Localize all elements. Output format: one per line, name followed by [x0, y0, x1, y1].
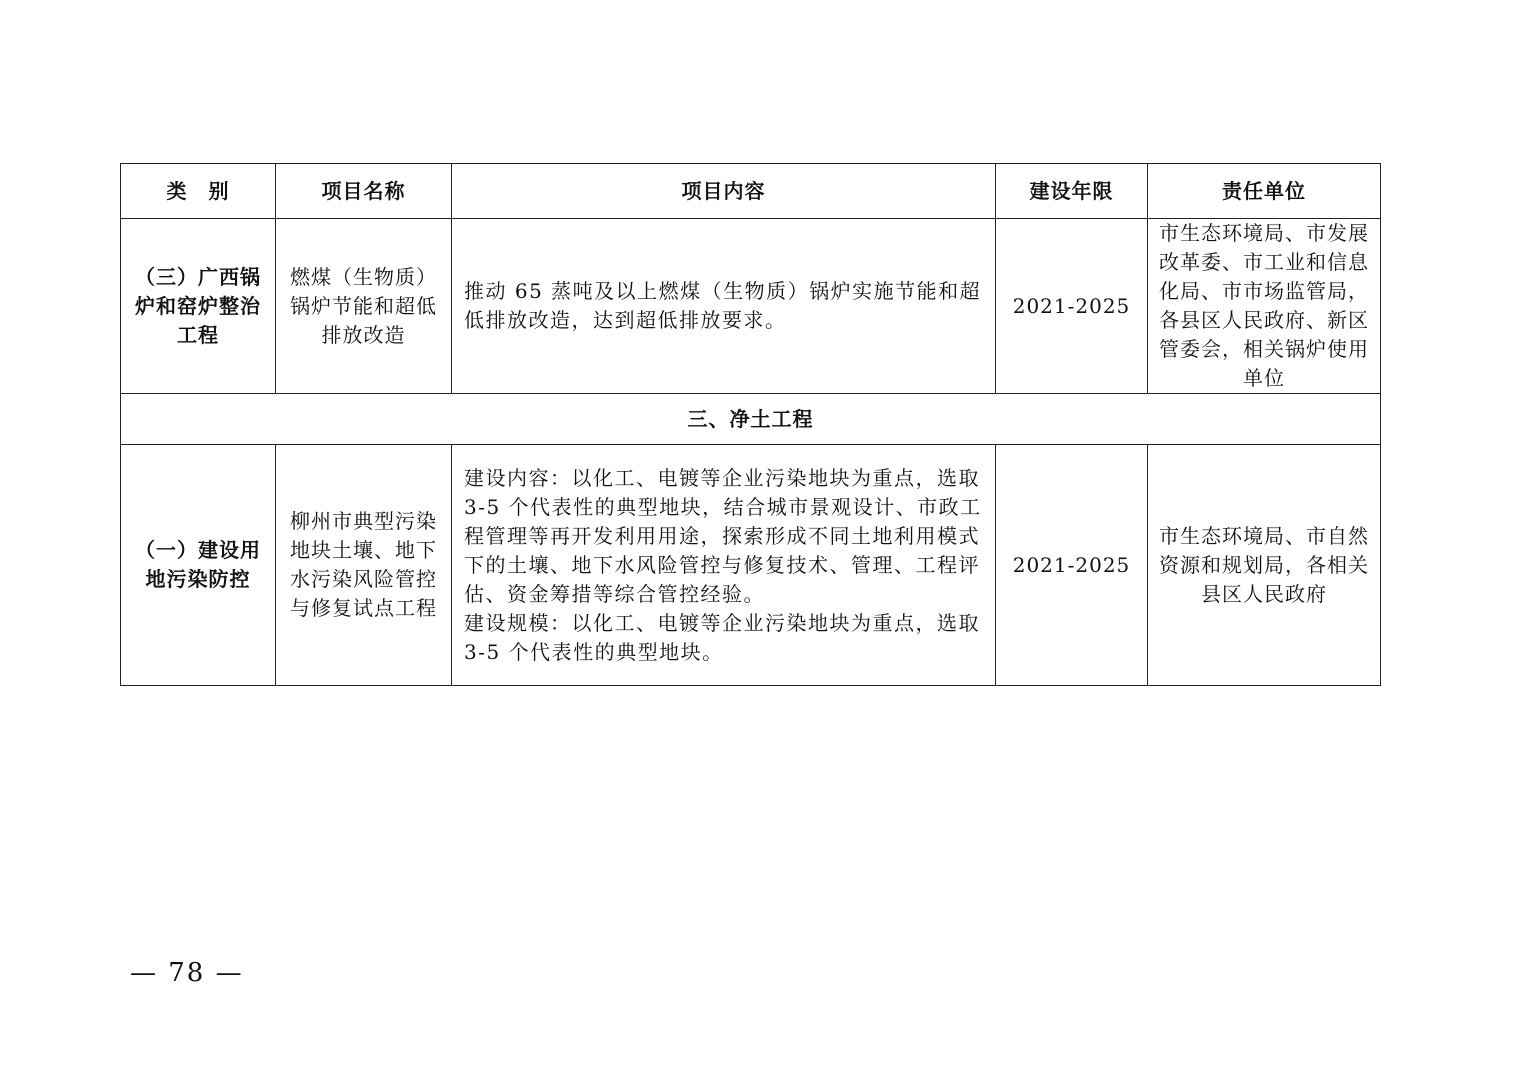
- table-row: [121, 219, 1381, 394]
- cell-project-name: 燃煤（生物质）锅炉节能和超低排放改造: [276, 219, 452, 394]
- cell-category: （一）建设用地污染防控: [121, 445, 276, 686]
- table-header-row: [121, 164, 1381, 219]
- cell-construction-period: 2021-2025: [996, 219, 1148, 394]
- content-paragraph-scale: 建设规模：以化工、电镀等企业污染地块为重点，选取3-5 个代表性的典型地块。: [464, 610, 980, 664]
- header-project-name: 项目名称: [276, 164, 452, 219]
- header-construction-period: 建设年限: [996, 164, 1148, 219]
- cell-construction-period: 2021-2025: [996, 445, 1148, 686]
- section-title: 三、净土工程: [121, 394, 1381, 445]
- cell-category: （三）广西锅炉和窑炉整治工程: [121, 219, 276, 394]
- page-number: — 78 —: [130, 958, 244, 988]
- project-table: [120, 163, 1381, 686]
- table-row: [121, 445, 1381, 686]
- cell-project-content: [452, 445, 996, 686]
- cell-responsible-unit: 市生态环境局、市自然资源和规划局，各相关县区人民政府: [1148, 445, 1381, 686]
- cell-responsible-unit: 市生态环境局、市发展改革委、市工业和信息化局、市市场监管局，各县区人民政府、新区管委会，相关锅炉使用单位: [1148, 219, 1381, 394]
- cell-project-content: 推动 65 蒸吨及以上燃煤（生物质）锅炉实施节能和超低排放改造，达到超低排放要求。: [452, 219, 996, 394]
- content-paragraph-construction: 建设内容：以化工、电镀等企业污染地块为重点，选取3-5 个代表性的典型地块，结合城市景观设计、市政工程管理等再开发利用用途，探索形成不同土地利用模式下的土壤、地下水风险管控与修复技术、管理、工程评估、资金筹措等综合管控经验。: [464, 465, 982, 606]
- cell-project-name: 柳州市典型污染地块土壤、地下水污染风险管控与修复试点工程: [276, 445, 452, 686]
- header-category: 类 别: [121, 164, 276, 219]
- header-project-content: 项目内容: [452, 164, 996, 219]
- section-row: [121, 394, 1381, 445]
- header-responsible-unit: 责任单位: [1148, 164, 1381, 219]
